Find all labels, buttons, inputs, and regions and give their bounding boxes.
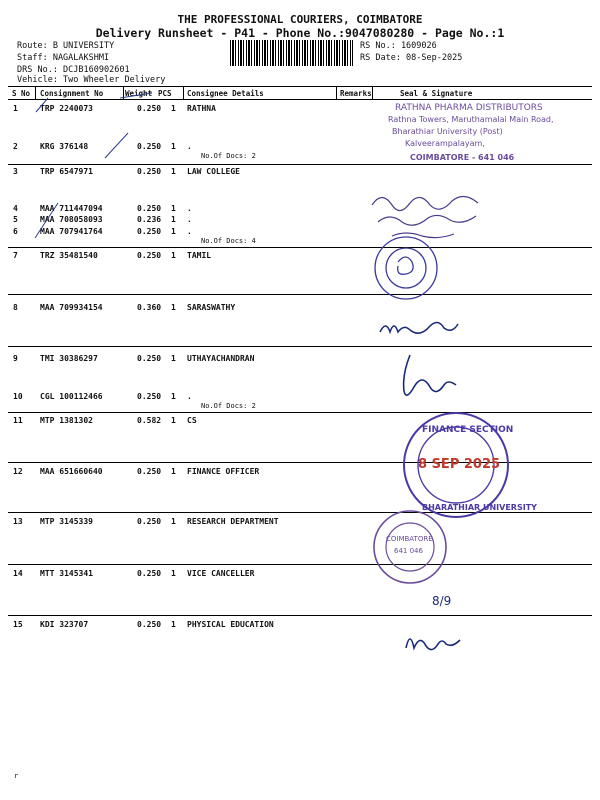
coimbatore-seal-icon <box>374 511 446 583</box>
col-remarks: Remarks <box>340 89 372 98</box>
svg-text:Bharathiar University (Post): Bharathiar University (Post) <box>392 127 503 136</box>
rathna-stamp <box>388 103 554 162</box>
finance-seal-icon <box>404 413 537 517</box>
svg-text:BHARATHIAR UNIVERSITY: BHARATHIAR UNIVERSITY <box>422 503 537 512</box>
table-header-rule <box>8 99 592 100</box>
svg-text:FINANCE SECTION: FINANCE SECTION <box>422 425 514 435</box>
vehicle-label: Vehicle: Two Wheeler Delivery <box>17 75 166 85</box>
svg-text:641 046: 641 046 <box>394 547 423 555</box>
signature-date: 8/9 <box>432 594 452 608</box>
rs-date: RS Date: 08-Sep-2025 <box>360 53 463 63</box>
svg-text:COIMBATORE - 641 046: COIMBATORE - 641 046 <box>410 153 515 162</box>
svg-text:COIMBATORE: COIMBATORE <box>386 535 433 543</box>
svg-text:8 SEP 2025: 8 SEP 2025 <box>418 457 501 472</box>
svg-text:Rathna Towers, Maruthamalai Ma: Rathna Towers, Maruthamalai Main Road, <box>388 115 554 124</box>
route-label: Route: B UNIVERSITY <box>17 41 115 51</box>
col-consignment: Consignment No <box>40 89 104 98</box>
tamil-seal <box>372 196 478 237</box>
col-sno: S No <box>12 89 31 98</box>
signature-icon <box>380 322 458 333</box>
runsheet-subtitle: Delivery Runsheet - P41 - Phone No.:9047080280 - Page No.:1 <box>95 26 505 40</box>
signature-icon <box>406 639 460 650</box>
docs-count: No.Of Docs: 2 <box>201 152 256 160</box>
svg-text:RATHNA PHARMA DISTRIBUTORS: RATHNA PHARMA DISTRIBUTORS <box>395 103 543 113</box>
company-title: THE PROFESSIONAL COURIERS, COIMBATORE <box>177 13 423 26</box>
docs-count: No.Of Docs: 2 <box>201 402 256 410</box>
col-weight: Weight <box>125 89 153 98</box>
col-seal: Seal & Signature <box>400 89 473 98</box>
docs-count: No.Of Docs: 4 <box>201 237 256 245</box>
drs-number: DRS No.: DCJB160902601 <box>17 65 130 75</box>
col-consignee: Consignee Details <box>187 89 264 98</box>
signature-icon <box>404 355 456 395</box>
col-pcs: PCS <box>158 89 172 98</box>
runsheet-page: THE PROFESSIONAL COURIERS, COIMBATORE Delivery Runsheet - P41 - Phone No.:9047080280 - Page No.:1 Route: B UNIVERSITY Staff: NAGALAKSHMI DRS No.: DCJB160902601 Vehicle: Two Wheeler Delivery RS No.: 1609026 RS Date: 08-Sep-2025 S No Consignment No Weight PCS Consignee Details Remarks Seal & Signature 1 TRP 2240073 0.250 1 RATHNA 2 KRG 376148 0.250 1 . No.Of Docs: 2 3 TRP 6547971 0.250 1 LAW COLLEGE 4 MAA 711447094 0.250 1 . 5 MAA 708058093 0.236 1 . 6 MAA 707941764 0.250 1 . No.Of Docs: 4 7 TRZ 35481540 0.250 1 TAMIL 8 MAA 709934154 0.360 1 SARASWATHY 9 TMI 30386297 0.250 1 UTHAYACHANDRAN 10 CGL 100112466 0.250 1 . No.Of Docs: 2 11 MTP 1381302 0.582 1 CS 12 MAA 651660640 0.250 1 FINANCE OFFICER 13 MTP 3145339 0.250 1 RESEARCH DEPARTMENT 14 MTT 3145341 0.250 1 VICE CANCELLER 15 KDI 323707 0.250 1 PHYSICAL EDUCATION RATHNA PHARMA DISTRIBUTORS Rathna Towers, Maruthamalai Main Road, Bharathiar University (Post) Kalveerampalayam, COIMBATORE - 641 046 FINANCE SECTION BHARATHIAR UNIVERSITY 8 SEP 2025 COIMBATORE 641 046 8/9 r <box>0 0 600 800</box>
barcode <box>230 40 353 66</box>
footer-mark: r <box>14 772 19 780</box>
rs-number: RS No.: 1609026 <box>360 41 437 51</box>
svg-text:Kalveerampalayam,: Kalveerampalayam, <box>405 139 485 148</box>
table-top-rule <box>8 86 592 87</box>
staff-label: Staff: NAGALAKSHMI <box>17 53 110 63</box>
